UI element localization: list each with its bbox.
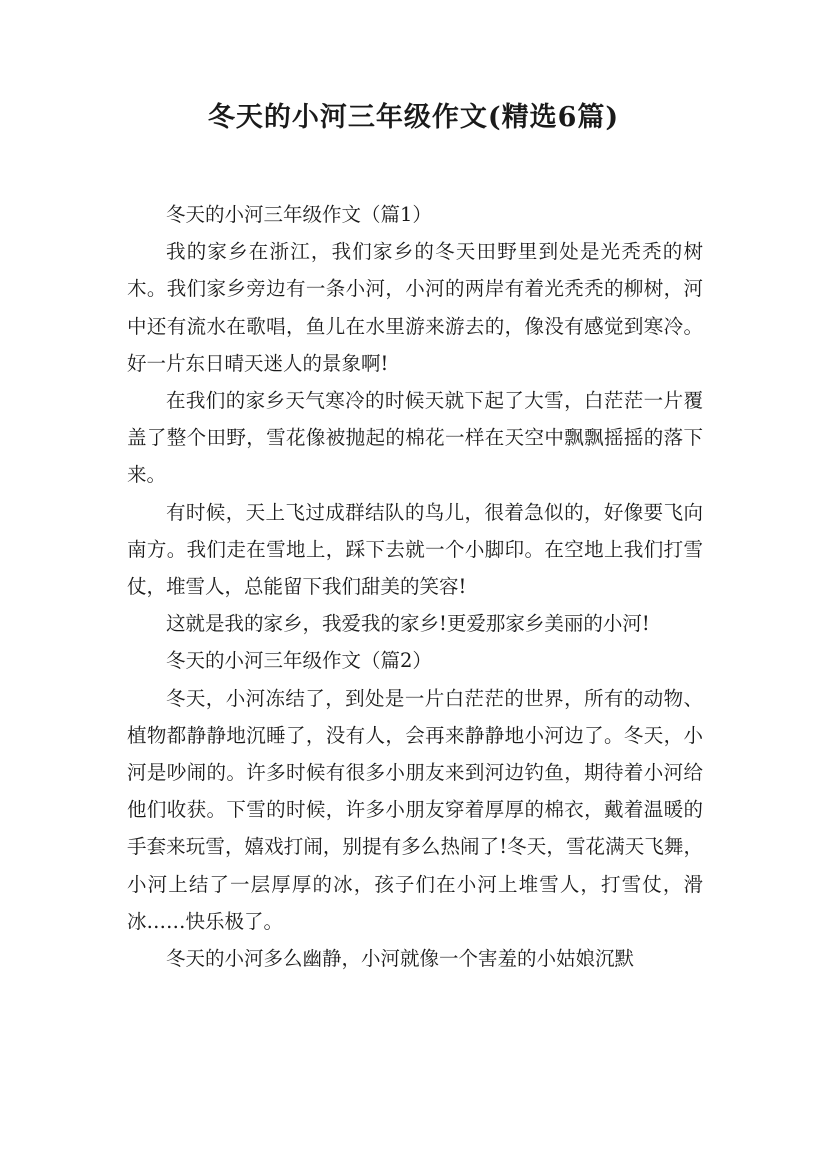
paragraph: 我的家乡在浙江，我们家乡的冬天田野里到处是光秃秃的树木。我们家乡旁边有一条小河，小河的两岸有着光秃秃的柳树，河中还有流水在歌唱，鱼儿在水里游来游去的，像没有感觉到寒冷。好一片东日晴天迷人的景象啊! [127, 240, 703, 375]
section-heading-1: 冬天的小河三年级作文（篇1） [166, 203, 432, 226]
paragraph: 有时候，天上飞过成群结队的鸟儿，很着急似的，好像要飞向南方。我们走在雪地上，踩下去就一个小脚印。在空地上我们打雪仗，堆雪人，总能留下我们甜美的笑容! [127, 500, 703, 599]
section-heading-2: 冬天的小河三年级作文（篇2） [166, 649, 432, 673]
paragraph: 冬天的小河多么幽静，小河就像一个害羞的小姑娘沉默 [166, 947, 635, 971]
paragraph: 这就是我的家乡，我爱我的家乡!更爱那家乡美丽的小河! [166, 612, 650, 636]
document-body [127, 196, 703, 977]
paragraph: 冬天，小河冻结了，到处是一片白茫茫的世界，所有的动物、植物都静静地沉睡了，没有人，会再来静静地小河边了。冬天，小河是吵闹的。许多时候有很多小朋友来到河边钓鱼，期待着小河给他们收获。下雪的时候，许多小朋友穿着厚厚的棉衣，戴着温暖的手套来玩雪，嬉戏打闹，别提有多么热闹了!冬天，雪花满天飞舞，小河上结了一层厚厚的冰，孩子们在小河上堆雪人，打雪仗，滑冰……快乐极了。 [127, 686, 703, 933]
document-title: 冬天的小河三年级作文(精选6篇) [207, 102, 620, 133]
paragraph: 在我们的家乡天气寒冷的时候天就下起了大雪，白茫茫一片覆盖了整个田野，雪花像被抛起的棉花一样在天空中飘飘摇摇的落下来。 [127, 389, 703, 487]
